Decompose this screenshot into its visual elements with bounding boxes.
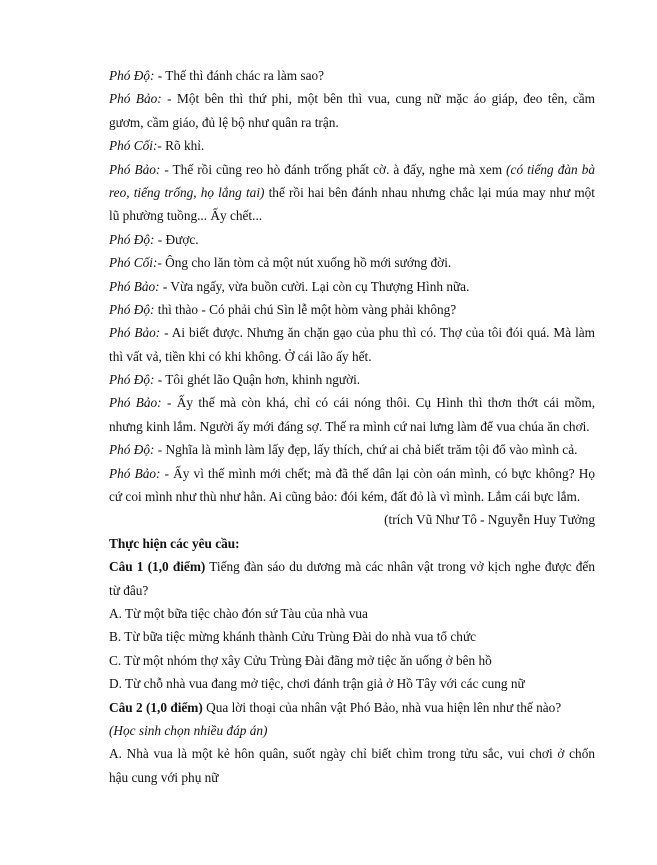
question-2-option-a-continued: hậu cung với phụ nữ bbox=[109, 769, 219, 785]
speaker-name: Phó Cối: bbox=[109, 255, 158, 271]
dialogue-text: nhưng kinh lắm. Người ấy mới đáng sợ. Thế ra mình cứ nai lưng làm để vua chúa ăn chơi. bbox=[109, 418, 590, 434]
dialogue-text: thì thào - Có phải chú Sìn lễ một hòm vàng phải không? bbox=[157, 301, 457, 317]
dialogue-line bbox=[109, 298, 595, 321]
dialogue-line-continued bbox=[109, 415, 595, 438]
dialogue-line bbox=[109, 87, 595, 110]
dialogue-line bbox=[109, 368, 595, 391]
dialogue-text: gươm, cầm giáo, đủ lệ bộ như quân ra trận. bbox=[109, 114, 339, 130]
dialogue-text: - Một bên thì thứ phi, một bên thì vua, cung nữ mặc áo giáp, đeo tên, cầm bbox=[167, 91, 596, 107]
dialogue-line-continued bbox=[109, 345, 595, 368]
dialogue-text: - Ấy thế mà còn khá, chỉ có cái nóng thôi. Cụ Hình thì thơn thớt cái mồm, bbox=[166, 395, 596, 411]
dialogue-text: - Thế thì đánh chác ra làm sao? bbox=[157, 68, 325, 83]
dialogue-line bbox=[109, 251, 595, 274]
stage-direction: reo, tiếng trống, họ lắng tai) bbox=[109, 184, 265, 200]
dialogue-line bbox=[109, 134, 595, 157]
speaker-name: Phó Độ: bbox=[109, 372, 155, 388]
dialogue-text: thế rồi hai bên đánh nhau nhưng chắc lại múa may như một bbox=[268, 184, 595, 200]
dialogue-line-continued bbox=[109, 181, 595, 204]
question-2 bbox=[109, 696, 595, 719]
question-1-option-c: C. Từ một nhóm thợ xây Cửu Trùng Đài đãng mở tiệc ăn uống ở bên hồ bbox=[109, 652, 492, 668]
speaker-name: Phó Bảo: bbox=[109, 161, 161, 177]
speaker-name: Phó Độ: bbox=[109, 231, 155, 247]
dialogue-text: - Ai biết được. Nhưng ăn chặn gạo của phu thì có. Thợ của tôi đói quá. Mà làm bbox=[164, 325, 596, 341]
dialogue-text: - Ông cho lăn tòm cả một nút xuống hồ mới sướng đời. bbox=[157, 255, 452, 271]
question-2-note: (Học sinh chọn nhiều đáp án) bbox=[109, 722, 268, 738]
dialogue-line bbox=[109, 228, 595, 251]
dialogue-text: - Ấy vì thế mình mới chết; mà đã thế dân lại còn oán mình, có bực không? Họ bbox=[164, 465, 596, 481]
dialogue-line bbox=[109, 64, 595, 87]
dialogue-line bbox=[109, 158, 595, 181]
question-1-option-b: B. Từ bữa tiệc mừng khánh thành Cửu Trùng Đài do nhà vua tổ chức bbox=[109, 629, 477, 645]
speaker-name: Phó Độ: bbox=[109, 301, 155, 317]
question-1-option-d: D. Từ chỗ nhà vua đang mở tiệc, chơi đánh trận giả ở Hồ Tây với các cung nữ bbox=[109, 676, 525, 692]
dialogue-text: lũ phường tuồng... Ấy chết... bbox=[109, 208, 263, 224]
speaker-name: Phó Độ: bbox=[109, 442, 155, 458]
dialogue-text: cứ coi mình như thù như hằn. Ai cũng bảo: đói kém, đất đỏ là vì mình. Lắm cái bực lắm. bbox=[109, 489, 581, 505]
question-2-option-a: A. Nhà vua là một kẻ hôn quân, suốt ngày chỉ biết chìm trong tửu sắc, vui chơi ở chốn bbox=[109, 746, 595, 762]
dialogue-text: - Vừa ngấy, vừa buồn cười. Lại còn cụ Thượng Hình nữa. bbox=[162, 278, 470, 294]
stage-direction: (có tiếng đàn bà bbox=[506, 161, 595, 177]
dialogue-text: - Tôi ghét lão Quận hơn, khinh người. bbox=[157, 372, 361, 388]
dialogue-text: - Thế rồi cũng reo hò đánh trống phất cờ. à đấy, nghe mà xem bbox=[164, 161, 503, 177]
dialogue-line bbox=[109, 321, 595, 344]
dialogue-text: - Nghĩa là mình làm lấy đẹp, lấy thích, chứ ai chả biết trăm tội đổ vào mình cả. bbox=[157, 442, 578, 458]
dialogue-line-continued bbox=[109, 485, 595, 508]
question-1-option-a: A. Từ một bữa tiệc chào đón sứ Tàu của nhà vua bbox=[109, 605, 368, 621]
speaker-name: Phó Bảo: bbox=[109, 278, 160, 294]
dialogue-text: thì vất vả, tiền khi có khi không. Ở cái lão ấy hết. bbox=[109, 348, 372, 364]
dialogue-line bbox=[109, 391, 595, 414]
speaker-name: Phó Bảo: bbox=[109, 91, 162, 107]
question-1 bbox=[109, 555, 595, 578]
dialogue-line-continued bbox=[109, 111, 595, 134]
speaker-name: Phó Bảo: bbox=[109, 465, 161, 481]
dialogue-line bbox=[109, 438, 595, 461]
question-1-text: Tiếng đàn sáo du dương mà các nhân vật trong vở kịch nghe được đến bbox=[209, 559, 595, 575]
speaker-name: Phó Cối: bbox=[109, 138, 158, 154]
question-1-label: Câu 1 (1,0 điểm) bbox=[109, 559, 206, 575]
question-2-text: Qua lời thoại của nhân vật Phó Bảo, nhà vua hiện lên như thế nào? bbox=[206, 699, 562, 715]
speaker-name: Phó Bảo: bbox=[109, 325, 161, 341]
question-1-continued: từ đâu? bbox=[109, 582, 149, 598]
dialogue-line-continued bbox=[109, 204, 595, 227]
dialogue-text: - Rõ khỉ. bbox=[157, 138, 205, 154]
speaker-name: Phó Độ: bbox=[109, 68, 155, 83]
speaker-name: Phó Bảo: bbox=[109, 395, 162, 411]
citation: (trích Vũ Như Tô - Nguyễn Huy Tưởng bbox=[384, 512, 595, 528]
dialogue-line bbox=[109, 462, 595, 485]
dialogue-text: - Được. bbox=[157, 231, 199, 247]
requirements-heading: Thực hiện các yêu cầu: bbox=[109, 535, 240, 551]
question-2-label: Câu 2 (1,0 điểm) bbox=[109, 699, 203, 715]
document-body bbox=[109, 64, 595, 789]
dialogue-line bbox=[109, 275, 595, 298]
